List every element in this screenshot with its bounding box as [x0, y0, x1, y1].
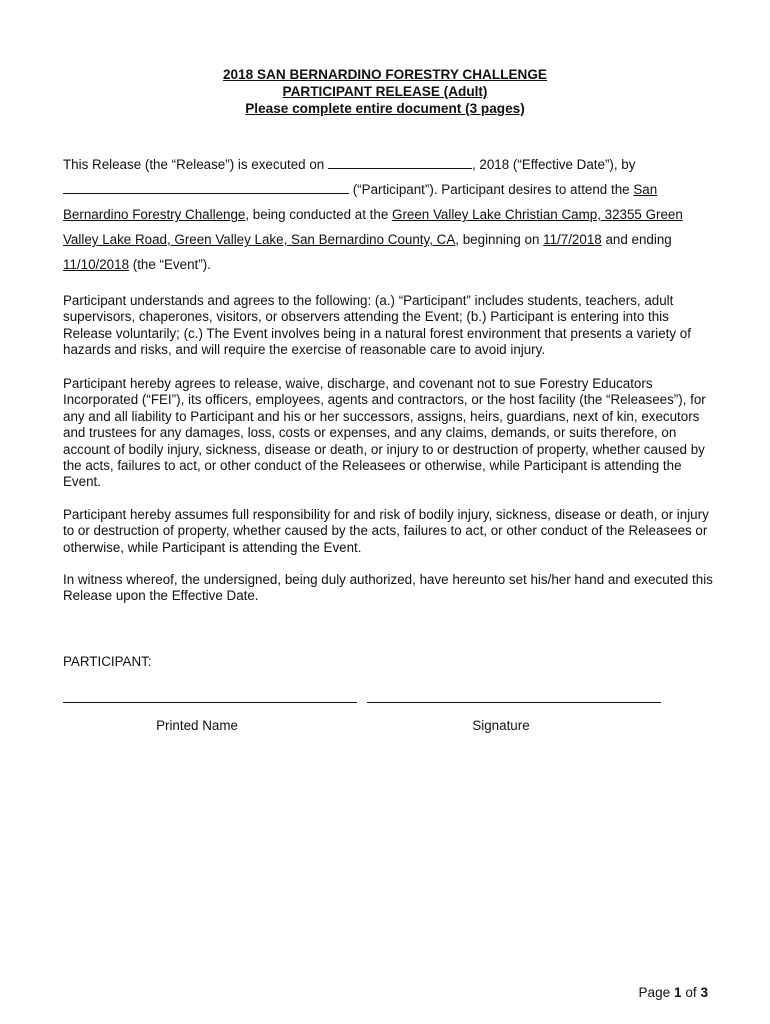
- intro-text-1: This Release (the “Release”) is executed on: [63, 157, 328, 172]
- page-current: 1: [673, 985, 682, 1000]
- intro-text-7: (the “Event”).: [129, 257, 211, 272]
- title-line-1: 2018 SAN BERNARDINO FORESTRY CHALLENGE: [222, 67, 548, 82]
- intro-text-4: , being conducted at the: [245, 207, 393, 222]
- paragraph-understanding: Participant understands and agrees to the following: (a.) “Participant” includes students, teachers, adult supervisors, chaperones, visitors, or observers attending the Event; (b.) Participant is entering into this Release voluntarily; (c.) The Event involves being in a natural forest environment that presents a variety of hazards and risks, and will require the exercise of reasonable care to avoid injury.: [63, 293, 691, 358]
- intro-text-3: (“Participant”). Participant desires to attend the: [349, 182, 634, 197]
- participant-name-field[interactable]: [63, 179, 349, 194]
- paragraph-witness: In witness whereof, the undersigned, being duly authorized, have hereunto set his/her hand and executed this Release upon the Effective Date.: [63, 572, 713, 604]
- page-word: Page: [638, 985, 674, 1000]
- signature-field[interactable]: [367, 702, 661, 704]
- paragraph-release-waiver: Participant hereby agrees to release, waive, discharge, and covenant not to sue Forestry Educators Incorporated (“FEI”), its officers, employees, agents and contractors, or the host facility (the “Releasees”), for any and all liability to Participant and his or her successors, assigns, heirs, guardians, next of kin, executors and trustees for any damages, loss, costs or expenses, and any claims, demands, or suits therefore, on account of bodily injury, sickness, disease or death, or injury to or destruction of property, whether caused by the acts, failures to act, or other conduct of the Releasees or otherwise, while Participant is attending the Event.: [63, 376, 706, 490]
- document-title: [0, 66, 770, 117]
- intro-text-2: , 2018 (“Effective Date”), by: [471, 157, 636, 172]
- signature-caption: Signature: [472, 718, 530, 733]
- intro-paragraph: [63, 152, 713, 277]
- participant-section-label: PARTICIPANT:: [63, 654, 152, 669]
- event-start-date: 11/7/2018: [543, 232, 602, 247]
- title-line-2: PARTICIPANT RELEASE (Adult): [282, 84, 488, 99]
- intro-text-6: and ending: [601, 232, 672, 247]
- event-name: San Bernardino Forestry Challenge: [63, 182, 658, 222]
- printed-name-field[interactable]: [63, 702, 357, 704]
- title-line-3: Please complete entire document (3 pages): [245, 101, 525, 116]
- printed-name-caption: Printed Name: [156, 718, 238, 733]
- page-number: [638, 985, 708, 1000]
- event-end-date: 11/10/2018: [63, 257, 130, 272]
- of-word: of: [681, 985, 701, 1000]
- page-total: 3: [700, 985, 708, 1000]
- intro-text-5: , beginning on: [455, 232, 544, 247]
- paragraph-assumption-of-risk: Participant hereby assumes full responsibility for and risk of bodily injury, sickness, disease or death, or injury to or destruction of property, whether caused by the acts, failures to act, or other conduct of the Releasees or otherwise, while Participant is attending the Event.: [63, 507, 709, 555]
- effective-date-field[interactable]: [328, 154, 472, 169]
- event-location: Green Valley Lake Christian Camp, 32355 Green Valley Lake Road, Green Valley Lake, San Bernardino County, CA: [63, 207, 683, 247]
